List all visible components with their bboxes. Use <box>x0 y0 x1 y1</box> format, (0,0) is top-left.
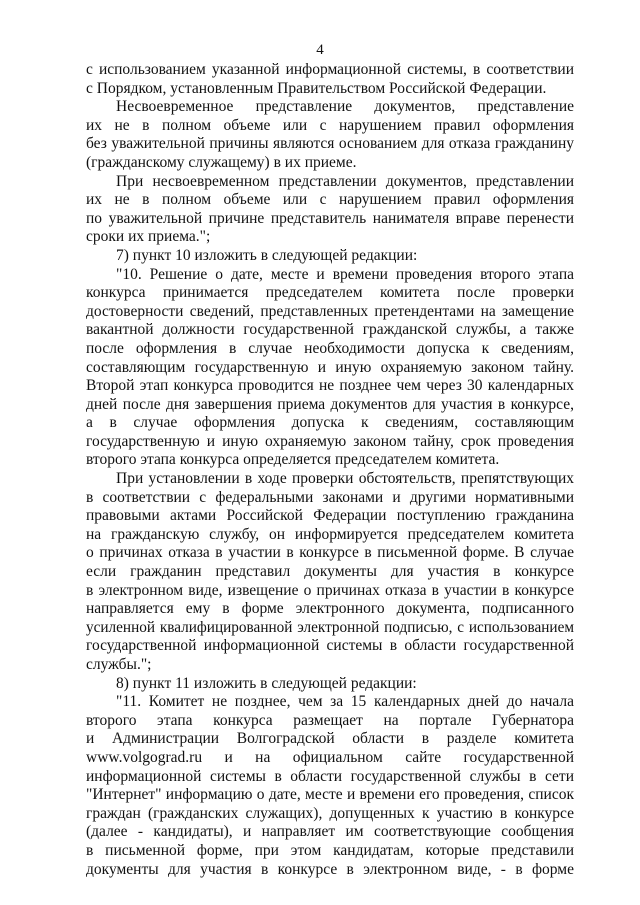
text-line: их не в полном объеме или с нарушением правил оформления <box>86 116 574 134</box>
text-line: государственную и иную охраняемую законом тайну, срок проведения <box>86 432 574 450</box>
text-line: их не в полном объеме или с нарушением правил оформления <box>86 191 574 209</box>
text-line: если гражданин представил документы для участия в конкурсе <box>86 563 574 581</box>
document-body <box>86 61 574 879</box>
text-line: государственной информационной системы в области государственной <box>86 637 574 655</box>
text-line: 7) пункт 10 изложить в следующей редакции: <box>116 246 418 264</box>
text-line: в письменной форме, при этом кандидатам, которые представили <box>86 841 574 859</box>
text-line: сроки их приема."; <box>86 228 211 246</box>
text-line: достоверности сведений, представленных претендентами на замещение <box>86 302 574 320</box>
text-line: о причинах отказа в участии в конкурсе в письменной форме. В случае <box>86 544 574 562</box>
text-line: усиленной квалифицированной электронной подписью, с использованием <box>86 618 574 636</box>
text-line: "11. Комитет не позднее, чем за 15 календарных дней до начала <box>116 693 574 711</box>
text-line: и Администрации Волгоградской области в разделе комитета <box>86 730 574 748</box>
text-line: направляется ему в форме электронного документа, подписанного <box>86 600 574 618</box>
text-line: www.volgograd.ru и на официальном сайте государственной <box>86 748 574 766</box>
text-line: службы."; <box>86 656 152 673</box>
text-line: второго этапа конкурса определяется председателем комитета. <box>86 451 500 469</box>
text-line: При несвоевременном представлении документов, представлении <box>116 172 574 190</box>
text-line: без уважительной причины являются основанием для отказа гражданину <box>86 135 574 153</box>
text-line: граждан (гражданских служащих), допущенных к участию в конкурсе <box>86 804 574 822</box>
text-line: на гражданскую службу, он информируется председателем комитета <box>86 525 574 543</box>
text-line: конкурса принимается председателем комитета после проверки <box>86 284 574 302</box>
text-line: после оформления в случае необходимости допуска к сведениям, <box>86 339 574 357</box>
text-line: При установлении в ходе проверки обстоятельств, препятствующих <box>116 470 574 488</box>
text-line: правовыми актами Российской Федерации поступлению гражданина <box>86 507 574 525</box>
text-line: вакантной должности государственной гражданской службы, а также <box>86 321 574 339</box>
text-line: в электронном виде, извещение о причинах отказа в участии в конкурсе <box>86 581 574 599</box>
text-line: по уважительной причине представитель нанимателя вправе перенести <box>86 209 574 227</box>
text-line: в соответствии с федеральными законами и другими нормативными <box>86 488 574 506</box>
text-line: второго этапа конкурса размещает на портале Губернатора <box>86 711 574 729</box>
text-line: с использованием указанной информационной системы, в соответствии <box>86 61 574 78</box>
page-number: 4 <box>316 42 324 58</box>
text-line: Несвоевременное представление документов, представление <box>116 98 574 116</box>
text-line: (гражданскому служащему) в их приеме. <box>86 153 357 171</box>
text-line: составляющим государственную и иную охраняемую законом тайну. <box>86 358 574 376</box>
text-line: а в случае оформления допуска к сведениям, составляющим <box>86 414 574 432</box>
text-line: дней после дня завершения приема документов для участия в конкурсе, <box>86 395 574 413</box>
text-line: информационной системы в области государственной службы в сети <box>86 767 574 785</box>
text-line: "Интернет" информацию о дате, месте и времени его проведения, список <box>86 786 574 804</box>
text-line: документы для участия в конкурсе в электронном виде, - в форме <box>86 860 574 878</box>
text-line: 8) пункт 11 изложить в следующей редакции: <box>116 674 417 692</box>
text-line: с Порядком, установленным Правительством Российской Федерации. <box>86 79 547 97</box>
text-line: Второй этап конкурса проводится не позднее чем через 30 календарных <box>86 377 574 395</box>
text-line: "10. Решение о дате, месте и времени проведения второго этапа <box>116 265 574 283</box>
text-line: (далее - кандидаты), и направляет им соответствующие сообщения <box>86 823 574 841</box>
